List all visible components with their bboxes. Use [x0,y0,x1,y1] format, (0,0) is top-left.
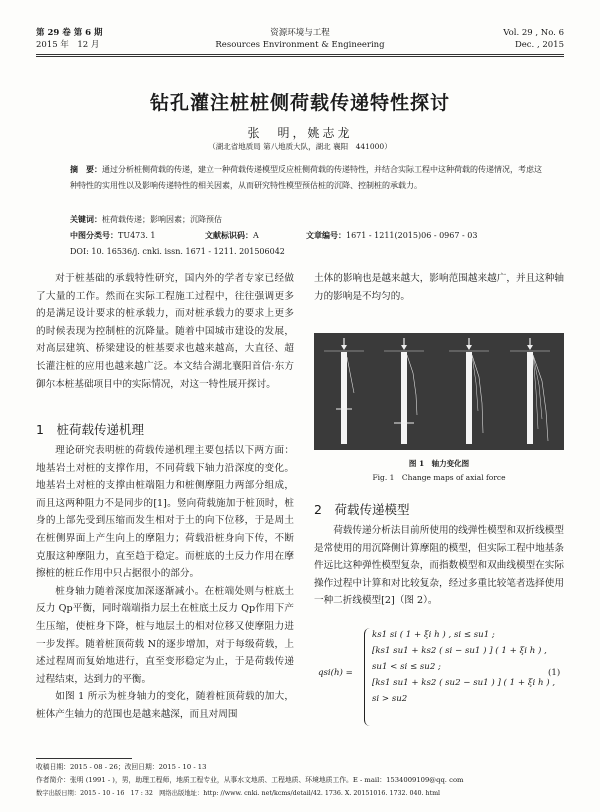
received-date: 收稿日期：2015 - 08 - 26；改回日期：2015 - 10 - 13 [36,763,207,771]
clc [70,228,156,244]
header-vol-en: Vol. 29 , No. 6 [503,28,564,38]
intro-paragraph [36,270,294,393]
equation-brace [364,628,373,726]
doc-code [205,228,259,244]
clc-label: 中图分类号： [70,231,118,240]
author-bio: 作者简介：张明 (1991 - )，男，助理工程师，地质工程专业，从事水文地质、工程地质、环境地质工作。E - mail：1534009109@qq. com [36,776,464,784]
article-number-value: 1671 - 1211(2015)06 - 0967 - 03 [346,231,478,240]
article-number [306,228,477,244]
equation-line-1: ks1 si ( 1 + ξi h ) , si ≤ su1 ; [372,630,495,640]
figure-panel-4 [510,338,550,444]
equation-lhs: qsi(h) = [318,668,353,678]
figure-panel-3 [449,338,489,444]
figure-caption-cn: 图 1 轴力变化图 [408,459,470,468]
abstract-label: 摘 要： [70,165,102,174]
figure-caption-en: Fig. 1 Change maps of axial force [372,473,506,482]
intro-text: 对于桩基础的承载特性研究，国内外的学者专家已经做了大量的工作。然而在实际工程施工过程中，往往强调更多的是满足设计要求的桩承载力，而对桩承载力的要求上更多的时候表现为控制桩的沉降量。随着中国城市建设的发展，对高层建筑、桥梁建设的桩基要求也越来越高，大直径、超长灌注桩的应用也越来越广泛。本文结合湖北襄阳首信·东方御尔本桩基础项目中的实际情况，对这一特性展开探讨。 [36,273,294,390]
doc-code-label: 文献标识码： [205,231,253,240]
header-date-en: Dec. , 2015 [514,40,564,50]
abstract [70,162,548,194]
figure-panel-2 [384,338,424,444]
clc-value: TU473. 1 [118,231,156,240]
section-2-body [314,522,564,610]
s1-paragraph-1: 理论研究表明桩的荷载传递机理主要包括以下两方面：地基岩土对桩的支撑作用，不同荷载下轴力沿深度的变化。地基岩土对桩的支撑由桩端阻力和桩侧摩阻力两部分组成，而且这两种阻力不是同步的[1]。竖向荷载施加于桩顶时，桩身的上部先受到压缩而发生相对于土的向下位移，于是周土在桩侧界面上产生向上的摩阻力；荷载沿桩身向下传，不断克服这种摩阻力，直至趋于稳定。而桩底的土反力作用在摩擦桩的桩丘作用中只占据很小的部分。 [36,445,294,580]
continuation-text: 土体的影响也是越来越大，影响范围越来越广，并且这种轴力的影响是不均匀的。 [314,273,564,302]
footnote-rule [36,758,132,759]
doc-code-value: A [253,231,259,240]
header-issue-cn: 第 29 卷 第 6 期 [36,28,103,38]
article-authors: 张 明，姚志龙 [247,126,353,140]
abstract-text: 通过分析桩侧荷载的传递，建立一种荷载传递模型反应桩侧荷载的传递特性，并结合实际工程中这种荷载的传递情况，考虑这种特性的实用性以及影响传递特性的相关因素，从而研究特性模型预估桩的沉降、控制桩的承载力。 [70,165,542,190]
article-number-label: 文章编号： [306,231,346,240]
axial-force-diagram [314,333,564,450]
header-journal-cn: 资源环境与工程 [270,28,330,38]
equation-number: (1) [548,668,561,678]
header-rule [36,54,564,55]
equation-line-5: si > su2 [372,694,408,704]
equation-line-2: [ks1 su1 + ks2 ( si − su1 ) ] ( 1 + ξi h ) , [372,646,547,656]
online-publication: 数字出版日期：2015 - 10 - 16 17 : 32 网络出版地址：http: //www. cnki. net/kcms/detail/42. 1736. X. 20151016. 1732. 040. html [36,790,441,797]
header-rule-2 [36,56,564,57]
equation-line-3: su1 < si ≤ su2 ; [372,662,441,672]
right-column-continuation [314,270,564,305]
equation-line-4: [ks1 su1 + ks2 ( su2 − su1 ) ] ( 1 + ξi h ) , [372,678,556,688]
section-1-title: 1 桩荷载传递机理 [36,422,144,437]
header-date-cn: 2015 年 12 月 [36,40,100,50]
keywords-text: 桩荷载传递；影响因素；沉降预估 [102,215,222,224]
figure-1 [314,333,564,450]
s1-paragraph-2: 桩身轴力随着深度加深逐渐减小。在桩端处则与桩底土反力 Qp平衡，同时端端指力层土在桩底土反力 Qp作用下产生压缩，使桩身下降，桩与地层土的相对位移又使摩阻力进一步发挥。随着桩顶荷载 N的逐步增加，对于每级荷载，上述过程周而复始地进行，直至变形稳定为止，于是荷载传递过程结束，达到力的平衡。 [36,585,294,685]
keywords [70,212,548,228]
article-affiliation: （湖北省地质局 第八地质大队，湖北 襄阳 441000） [208,142,392,151]
section-1-body [36,442,294,724]
keywords-label: 关键词： [70,215,102,224]
section-2-title: 2 荷载传递模型 [314,502,410,517]
header-journal-en: Resources Environment & Engineering [215,40,385,50]
s2-paragraph-1: 荷载传递分析法目前所使用的线弹性模型和双折线模型是常使用的用沉降侧计算摩阻的模型，但实际工程中地基条件远比这种弹性模型复杂，而指数模型和双曲线模型在实际操作过程中计算和对比较复杂，经过多重比较笔者选择使用一种二折线模型[2]（图 2）。 [314,525,564,607]
figure-panel-1 [324,338,364,444]
article-title: 钻孔灌注桩桩侧荷载传递特性探讨 [149,92,450,114]
doi: DOI: 10. 16536/j. cnki. issn. 1671 - 1211. 201506042 [70,247,285,256]
s1-paragraph-3: 如图 1 所示为桩身轴力的变化，随着桩顶荷载的加大，桩体产生轴力的范围也是越来越深，而且对周围 [36,691,294,720]
